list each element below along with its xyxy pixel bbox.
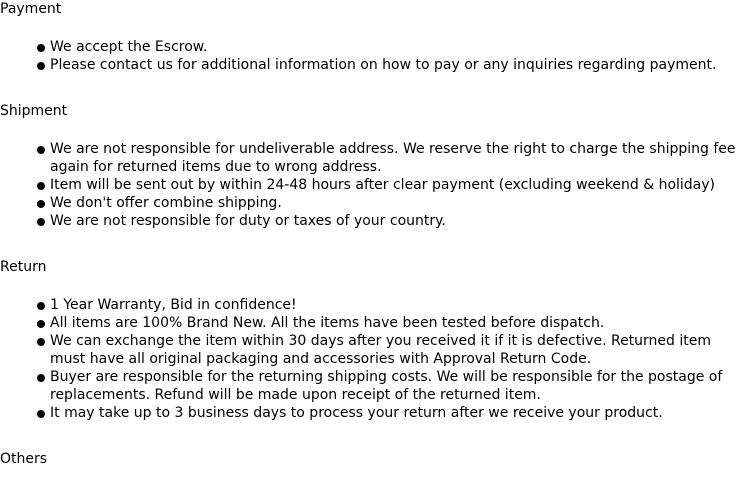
bullet-dot-icon [37, 320, 45, 328]
list-item-text: We don't offer combine shipping. [50, 195, 282, 211]
others-heading: Others [0, 451, 48, 467]
list-item-text: We can exchange the item within 30 days after you received it if it is defective. Returned item must have all original packaging and accessories with Approval Return Code. [50, 333, 712, 367]
return-list [36, 296, 748, 422]
payment-heading: Payment [0, 1, 62, 17]
list-item [36, 176, 748, 194]
bullet-dot-icon [37, 44, 45, 52]
list-item-text: It may take up to 3 business days to process your return after we receive your product. [50, 405, 663, 421]
list-item [36, 56, 748, 74]
return-heading: Return [0, 259, 47, 275]
list-item [36, 194, 748, 212]
bullet-dot-icon [37, 200, 45, 208]
list-item-text: All items are 100% Brand New. All the items have been tested before dispatch. [50, 315, 605, 331]
list-item [36, 296, 748, 314]
list-item-text: Buyer are responsible for the returning shipping costs. We will be responsible for the postage of replacements. Refund will be made upon receipt of the returned item. [50, 369, 723, 403]
list-item-text: 1 Year Warranty, Bid in confidence! [50, 297, 297, 313]
bullet-dot-icon [37, 146, 45, 154]
list-item [36, 212, 748, 230]
list-item-text: We are not responsible for duty or taxes of your country. [50, 213, 446, 229]
payment-list [36, 38, 748, 74]
bullet-dot-icon [37, 410, 45, 418]
list-item [36, 314, 748, 332]
list-item [36, 332, 748, 368]
bullet-dot-icon [37, 182, 45, 190]
bullet-dot-icon [37, 62, 45, 70]
bullet-dot-icon [37, 338, 45, 346]
shipment-heading: Shipment [0, 103, 68, 119]
list-item [36, 140, 748, 176]
bullet-dot-icon [37, 302, 45, 310]
list-item-text: We accept the Escrow. [50, 39, 208, 55]
list-item [36, 38, 748, 56]
list-item-text: Item will be sent out by within 24-48 hours after clear payment (excluding weekend & holiday) [50, 177, 716, 193]
list-item [36, 368, 748, 404]
list-item-text: We are not responsible for undeliverable address. We reserve the right to charge the shipping fee again for returned items due to wrong address. [50, 141, 736, 175]
list-item [36, 404, 748, 422]
shipment-list [36, 140, 748, 230]
list-item-text: Please contact us for additional information on how to pay or any inquiries regarding payment. [50, 57, 717, 73]
bullet-dot-icon [37, 218, 45, 226]
bullet-dot-icon [37, 374, 45, 382]
